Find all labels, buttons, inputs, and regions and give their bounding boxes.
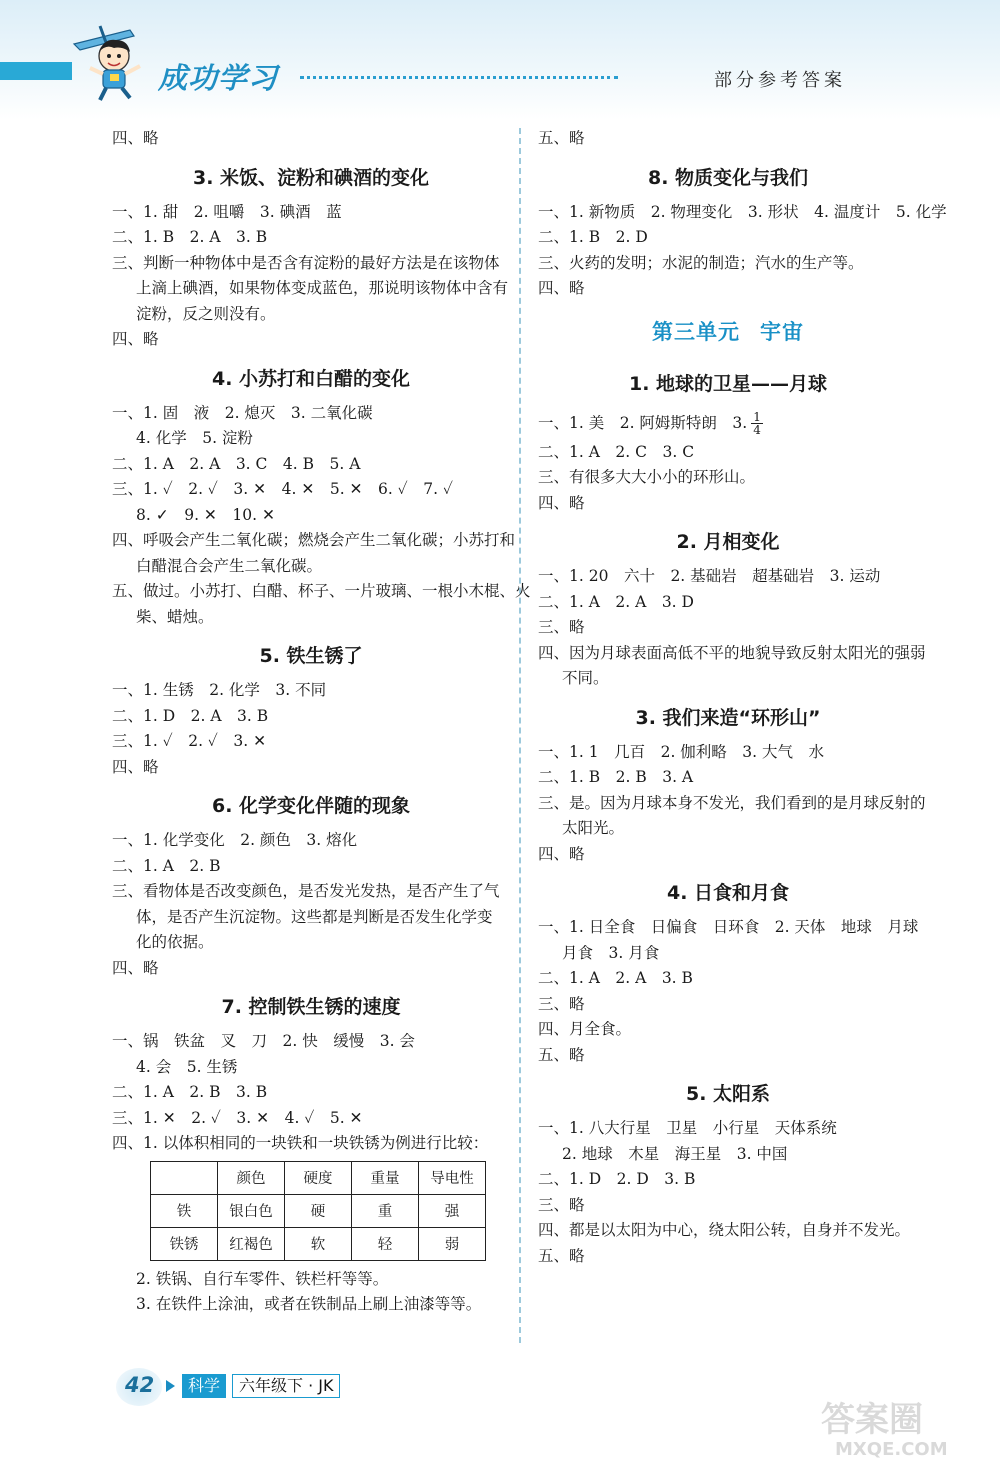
answer-line: 四、都是以太阳为中心，绕太阳公转，自身并不发光。 (538, 1221, 911, 1239)
answer-line: 一、1. 日全食 日偏食 日环食 2. 天体 地球 月球 (538, 918, 919, 936)
lesson-title: 7. 控制铁生锈的速度 (221, 996, 401, 1018)
answer-text: 一、1. 美 2. 阿姆斯特朗 3. (538, 413, 748, 432)
lesson-title: 5. 铁生锈了 (259, 645, 363, 667)
answer-line: 上滴上碘酒，如果物体变成蓝色，那说明该物体中含有 (136, 279, 509, 297)
answer-line: 四、略 (112, 129, 159, 147)
answer-line: 二、1. D 2. D 3. B (538, 1170, 696, 1188)
answer-line: 二、1. A 2. A 3. B (538, 969, 693, 987)
answer-line: 月食 3. 月食 (562, 943, 660, 962)
table-header-row (151, 1161, 486, 1194)
left-column (112, 126, 531, 1318)
answer-line: 4. 会 5. 生锈 (136, 1057, 238, 1076)
answer-line: 柴、蜡烛。 (136, 607, 214, 626)
answer-line: 三、1. ✓ 2. ✓ 3. ✕ 4. ✕ 5. ✕ 6. ✓ 7. ✓ (112, 480, 453, 498)
table-cell: 颜色 (218, 1161, 285, 1194)
table-cell: 红褐色 (218, 1227, 285, 1260)
answer-line: 四、1. 以体积相同的一块铁和一块铁锈为例进行比较： (112, 1134, 489, 1152)
lesson-title: 1. 地球的卫星——月球 (628, 372, 828, 395)
answer-line: 三、有很多大大小小的环形山。 (538, 468, 756, 486)
answer-line: 四、呼吸会产生二氧化碳；燃烧会产生二氧化碳；小苏打和 (112, 531, 516, 549)
answer-line: 2. 地球 木星 海王星 3. 中国 (562, 1144, 788, 1163)
answer-line: 五、做过。小苏打、白醋、杯子、一片玻璃、一根小木棍、火 (112, 582, 531, 600)
answer-line: 三、火药的发明；水泥的制造；汽水的生产等。 (538, 253, 864, 272)
table-cell: 导电性 (419, 1161, 486, 1194)
lesson-title: 4. 小苏打和白醋的变化 (211, 367, 411, 390)
answer-line: 化的依据。 (136, 933, 214, 951)
watermark-logo (815, 1395, 985, 1459)
table-cell: 强 (419, 1194, 486, 1227)
answer-line: 2. 铁锅、自行车零件、铁栏杆等等。 (136, 1269, 389, 1288)
fraction-numerator: 1 (753, 410, 761, 424)
answer-line: 二、1. B 2. A 3. B (112, 228, 268, 246)
table-row (151, 1227, 486, 1260)
answer-line: 三、是。因为月球本身不发光，我们看到的是月球反射的 (538, 793, 926, 812)
answer-line: 一、1. 甜 2. 咀嚼 3. 碘酒 蓝 (112, 202, 342, 221)
lesson-title: 3. 米饭、淀粉和碘酒的变化 (192, 166, 430, 189)
answer-line: 一、锅 铁盆 叉 刀 2. 快 缓慢 3. 会 (112, 1032, 415, 1050)
answer-line: 四、因为月球表面高低不平的地貌导致反射太阳光的强弱 (538, 643, 926, 662)
subject-badge: 科学 (182, 1374, 226, 1398)
iron-comparison-table (150, 1161, 486, 1261)
answer-line: 三、判断一种物体中是否含有淀粉的最好方法是在该物体 (112, 253, 500, 272)
answer-line: 二、1. A 2. C 3. C (538, 442, 695, 461)
answer-line: 三、略 (538, 994, 585, 1013)
answer-line: 3. 在铁件上涂油，或者在铁制品上刷上油漆等等。 (136, 1295, 482, 1313)
answer-line: 五、略 (538, 1045, 585, 1064)
answer-line: 一、1. 固 液 2. 熄灭 3. 二氧化碳 (112, 403, 373, 422)
fraction-denominator: 4 (753, 423, 761, 437)
unit-number: 第三单元 (652, 319, 740, 344)
answer-line: 三、略 (538, 1195, 585, 1214)
table-row (151, 1194, 486, 1227)
lesson-title: 2. 月相变化 (676, 531, 780, 553)
answer-line: 三、1. ✕ 2. ✓ 3. ✕ 4. ✓ 5. ✕ (112, 1108, 363, 1127)
fraction (751, 411, 763, 436)
column-divider (519, 128, 521, 1343)
answer-line: 五、略 (538, 1246, 585, 1265)
table-cell: 硬度 (285, 1161, 352, 1194)
answer-line: 三、1. ✓ 2. ✓ 3. ✕ (112, 732, 267, 750)
table-cell: 轻 (352, 1227, 419, 1260)
answer-line: 四、略 (112, 757, 159, 776)
lesson-title: 4. 日食和月食 (666, 882, 790, 904)
answer-line (538, 406, 918, 440)
section-title: 部分参考答案 (714, 70, 846, 91)
grade-label: 六年级下 · JK (232, 1374, 340, 1398)
answer-line: 一、1. 化学变化 2. 颜色 3. 熔化 (112, 831, 358, 849)
answer-line: 太阳光。 (562, 819, 625, 837)
lesson-title: 8. 物质变化与我们 (647, 166, 809, 189)
watermark-text: 答案圈 (821, 1400, 923, 1440)
lesson-title: 5. 太阳系 (685, 1083, 771, 1105)
boy-with-airplane-icon (70, 22, 154, 102)
answer-line: 一、1. 八大行星 卫星 小行星 天体系统 (538, 1119, 837, 1137)
lesson-title: 6. 化学变化伴随的现象 (211, 795, 411, 817)
table-cell: 软 (285, 1227, 352, 1260)
answer-line: 一、1. 1 几百 2. 伽利略 3. 大气 水 (538, 742, 825, 761)
answer-line: 二、1. A 2. A 3. D (538, 592, 694, 611)
table-cell: 重量 (352, 1161, 419, 1194)
answer-line: 白醋混合会产生二氧化碳。 (136, 556, 323, 575)
answer-line: 五、略 (538, 129, 585, 147)
answer-line: 二、1. A 2. B 3. B (112, 1083, 268, 1101)
brand-title: 成功学习 (158, 61, 279, 95)
right-column (538, 126, 947, 1269)
table-cell: 重 (352, 1194, 419, 1227)
answer-line: 二、1. B 2. D (538, 228, 648, 246)
answer-line: 二、1. D 2. A 3. B (112, 706, 269, 725)
table-cell: 弱 (419, 1227, 486, 1260)
answer-line: 二、1. B 2. B 3. A (538, 768, 694, 786)
unit-name: 宇宙 (760, 319, 804, 344)
answer-line: 四、略 (538, 279, 585, 297)
answer-line: 四、略 (112, 330, 159, 348)
header-dotted-rule (300, 76, 618, 79)
answer-line: 4. 化学 5. 淀粉 (136, 429, 253, 447)
answer-line: 不同。 (562, 669, 609, 687)
answer-line: 四、略 (538, 493, 585, 512)
watermark-url: MXQE.COM (835, 1439, 948, 1459)
answer-line: 三、略 (538, 618, 585, 636)
answer-line: 二、1. A 2. B (112, 856, 221, 875)
table-cell: 银白色 (218, 1194, 285, 1227)
answer-line: 四、略 (112, 958, 159, 977)
answer-line: 体，是否产生沉淀物。这些都是判断是否发生化学变 (136, 907, 493, 926)
page-number: 42 (125, 1373, 155, 1397)
unit-title (538, 302, 918, 358)
header-accent-bar (0, 62, 72, 80)
answer-line: 四、略 (538, 844, 585, 863)
table-cell: 铁 (151, 1194, 218, 1227)
answer-line: 一、1. 生锈 2. 化学 3. 不同 (112, 681, 327, 699)
answer-line: 四、月全食。 (538, 1020, 632, 1038)
answer-line: 一、1. 新物质 2. 物理变化 3. 形状 4. 温度计 5. 化学 (538, 202, 947, 221)
arrow-right-icon (166, 1380, 175, 1392)
table-cell: 铁锈 (151, 1227, 218, 1260)
lesson-title: 3. 我们来造“环形山” (635, 706, 821, 729)
answer-line: 淀粉，反之则没有。 (136, 304, 276, 323)
answer-line: 8. ✓ 9. ✕ 10. ✕ (136, 505, 275, 524)
answer-line: 三、看物体是否改变颜色，是否发光发热，是否产生了气 (112, 882, 500, 900)
answer-line: 二、1. A 2. A 3. C 4. B 5. A (112, 454, 361, 473)
table-cell: 硬 (285, 1194, 352, 1227)
table-cell (151, 1161, 218, 1194)
answer-line: 一、1. 20 六十 2. 基础岩 超基础岩 3. 运动 (538, 567, 881, 585)
